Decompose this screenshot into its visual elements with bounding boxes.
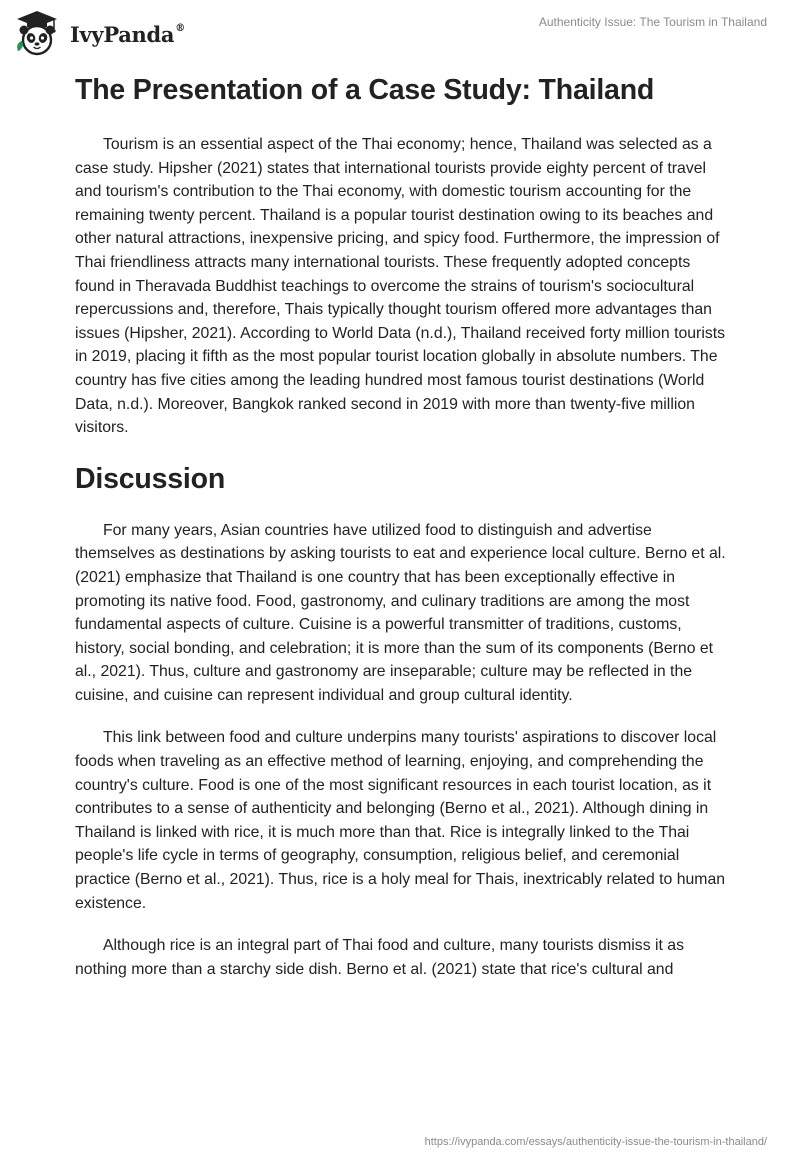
brand-name: IvyPanda® bbox=[70, 21, 185, 47]
paragraph: Although rice is an integral part of Thai food and culture, many tourists dismiss it as nothing more than a starchy side dish. Berno et al. (2021) state that rice's cultural and bbox=[75, 937, 684, 978]
paragraph: This link between food and culture underpins many tourists' aspirations to discover local foods when traveling as an effective method of learning, enjoying, and comprehending the country's culture. Food is one of the most significant resources in each tourist location, as it contributes to a sense of authenticity and belonging (Berno et al., 2021). Although dining in Thailand is linked with rice, it is much more than that. Rice is integrally linked to the Thai people's life cycle in terms of geography, consumption, religious belief, and ceremonial practice (Berno et al., 2021). Thus, rice is a holy meal for Thais, inextricably related to human existence. bbox=[75, 729, 726, 912]
brand-logo[interactable] bbox=[12, 8, 185, 58]
running-title: Authenticity Issue: The Tourism in Thailand bbox=[538, 15, 767, 29]
article-body bbox=[75, 70, 730, 1000]
section-heading-case-study: The Presentation of a Case Study: Thailand bbox=[75, 74, 655, 106]
page-header bbox=[0, 0, 800, 64]
section-heading-discussion: Discussion bbox=[75, 462, 226, 495]
paragraph: For many years, Asian countries have utilized food to distinguish and advertise themselves as destinations by asking tourists to eat and experience local culture. Berno et al. (2021) emphasize that Thailand is one country that has been exceptionally effective in promoting its native food. Food, gastronomy, and culinary traditions are among the most fundamental aspects of culture. Cuisine is a powerful transmitter of traditions, customs, history, social bonding, and celebration; it is more than the sum of its components (Berno et al., 2021). Thus, culture and gastronomy are inseparable; culture may be reflected in the cuisine, and cuisine can represent individual and group cultural identity. bbox=[75, 521, 726, 704]
registered-mark: ® bbox=[175, 22, 185, 34]
panda-graduate-icon bbox=[12, 8, 62, 58]
paragraph: Tourism is an essential aspect of the Thai economy; hence, Thailand was selected as a case study. Hipsher (2021) states that international tourists provide eighty percent of travel and tourism's contribution to the Thai economy, with domestic tourism accounting for the remaining twenty percent. Thailand is a popular tourist destination owing to its beaches and other natural attractions, inexpensive pricing, and spicy food. Furthermore, the impression of Thai friendliness attracts many international tourists. These frequently adopted concepts found in Theravada Buddhist teachings to overcome the strains of tourism's sociocultural repercussions and, therefore, Thais typically thought tourism offered more advantages than issues (Hipsher, 2021). According to World Data (n.d.), Thailand received forty million tourists in 2019, placing it fifth as the most popular tourist location globally in absolute numbers. The country has five cities among the leading hundred most famous tourist destinations (World Data, n.d.). Moreover, Bangkok ranked second in 2019 with more than twenty-five million visitors. bbox=[75, 136, 726, 437]
source-url[interactable]: https://ivypanda.com/essays/authenticity-issue-the-tourism-in-thailand/ bbox=[424, 1136, 767, 1148]
